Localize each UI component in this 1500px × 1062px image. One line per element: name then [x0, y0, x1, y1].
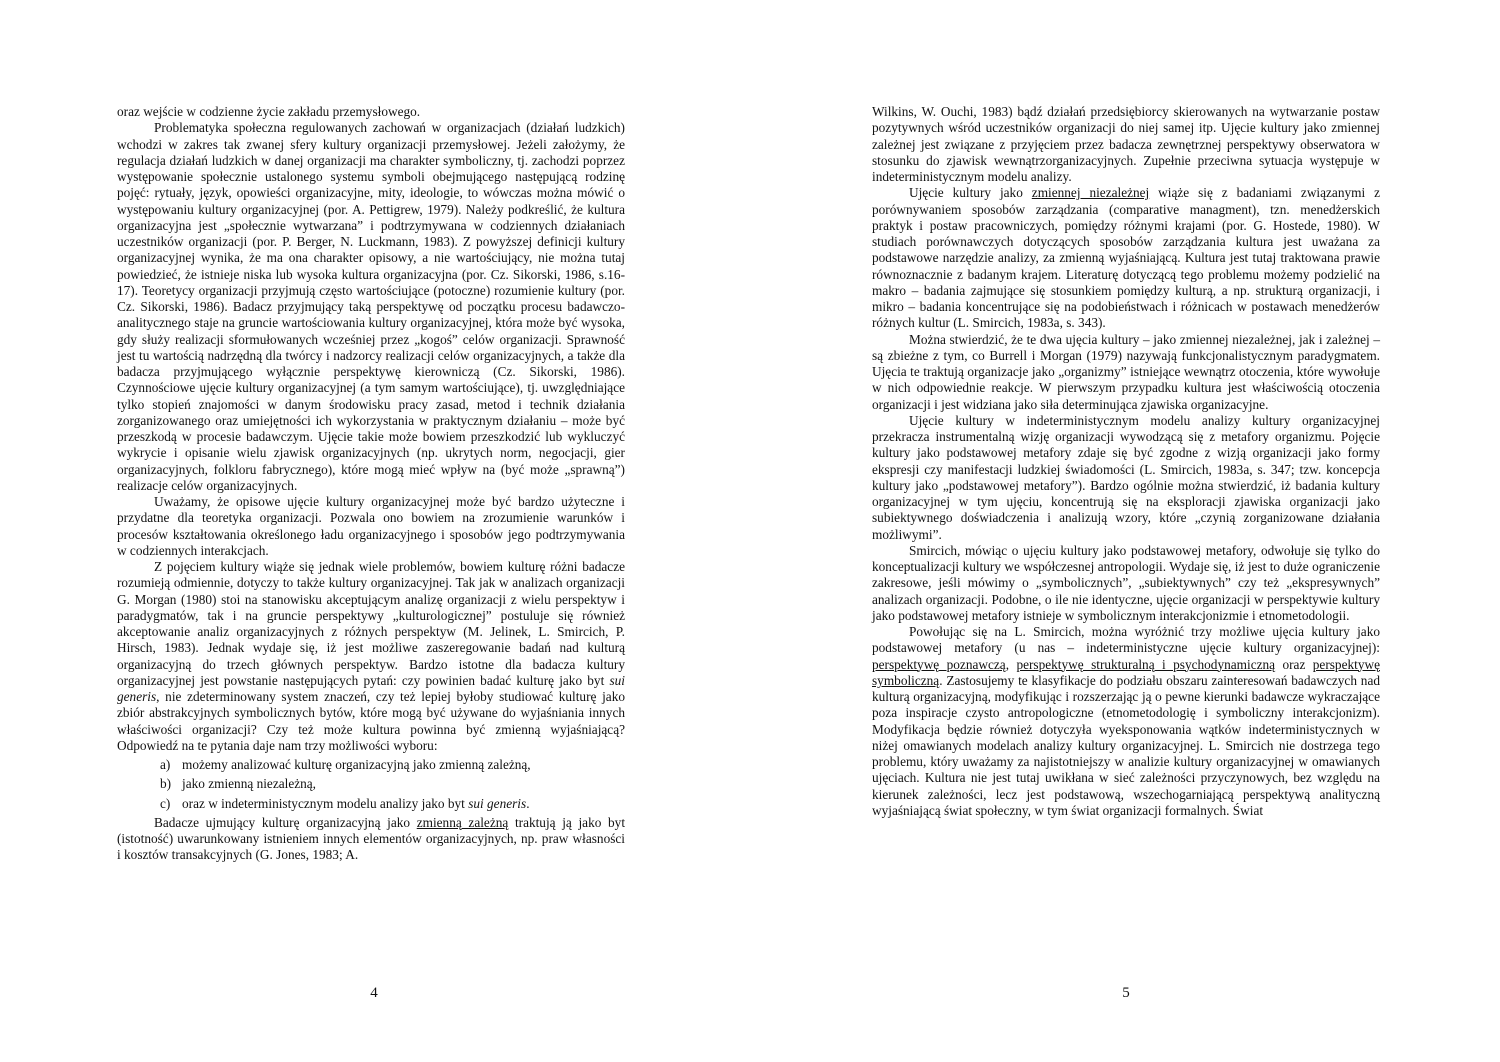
list-item	[117, 796, 625, 812]
text-run: . Zastosujemy te klasyfikacje do podziału obszaru zainteresowań badawczych nad kulturą organizacyjną, modyfikując i rozszerzając ją o pewne kierunki badawcze wykraczające poza inspiracje czysto antropologiczne (etnometodologię i symboliczny interakcjonizm). Modyfikacja będzie również dotyczyła wyeksponowania wątków indeterministycznych w niżej omawianych modelach analizy kultury organizacyjnej. L. Smircich nie dostrzega tego problemu, który uważamy za najistotniejszy w analizie kultury organizacyjnej w omawianych ujęciach. Kultura nie jest tutaj uwikłana w sieć zależności przyczynowych, bez względu na kierunek zależności, lecz jest podstawową, wszechogarniającą perspektywą analityczną wyjaśniającą świat społeczny, w tym świat organizacji formalnych. Świat	[872, 672, 1380, 818]
left-page	[117, 104, 625, 1004]
underlined-term: perspektywę symboliczną	[872, 656, 1380, 688]
paragraph: Można stwierdzić, że te dwa ujęcia kultury – jako zmiennej niezależnej, jak i zależnej – są zbieżne z tym, co Burrell i Morgan (1979) nazywają funkcjonalistycznym paradygmatem. Ujęcia te traktują organizacje jako „organizmy” istniejące wewnątrz otoczenia, które wywołuje w nich odpowiednie reakcje. W pierwszym przypadku kultura jest właściwością otoczenia organizacji i jest widziana jako siła determinująca zjawiska organizacyjne.	[872, 331, 1380, 412]
text-run: Badacze ujmujący kulturę organizacyjną jako	[154, 814, 411, 830]
text-run: ,	[1005, 656, 1010, 672]
list-text: oraz w indeterministycznym modelu analizy jako byt	[182, 795, 465, 811]
underlined-term: perspektywę poznawczą	[872, 656, 1006, 672]
text-run: traktują ją jako byt (istotność) uwarunkowany istnieniem innych elementów organizacyjnych, np. praw własności i kosztów transakcyjnych (G. Jones, 1983; A.	[117, 814, 626, 863]
text-run: Powołując się na L. Smircich, można wyróżnić trzy możliwe ujęcia kultury jako podstawowej metafory (u nas – indeterministyczne ujęcie kultury organizacyjnej):	[872, 624, 1380, 656]
italic-term: sui generis	[468, 795, 527, 811]
underlined-term: perspektywę strukturalną i psychodynamiczną	[1016, 656, 1276, 672]
choice-list	[117, 757, 625, 812]
italic-term: sui generis	[117, 672, 625, 704]
paragraph: oraz wejście w codzienne życie zakładu przemysłowego.	[117, 104, 421, 119]
list-item	[117, 757, 625, 773]
right-page	[872, 104, 1380, 1004]
text-run: wiąże się z badaniami związanymi z porównywaniem sposobów zarządzania (comparative managment), tzn. menedżerskich praktyk i postaw pracowniczych, pomiędzy różnymi krajami (por. G. Hostede, 1980). W studiach porównawczych dotyczących sposobów zarządzania kultura jest uważana za podstawowe narzędzie analizy, za zmienną wyjaśniającą. Kultura jest tutaj traktowana prawie równoznacznie z badanym krajem. Literaturę dotyczącą tego problemu możemy podzielić na makro – badania zajmujące się stosunkiem pomiędzy kulturą, a np. strukturą organizacji, i mikro – badania koncentrujące się na podobieństwach i różnicach w postawach menedżerów różnych kultur (L. Smircich, 1983a, s. 343).	[872, 185, 1380, 331]
paragraph	[117, 815, 625, 864]
text-run: , nie zdeterminowany system znaczeń, czy też lepiej byłoby studiować kulturę jako zbiór abstrakcyjnych symbolicznych bytów, które mogą być używane do wyjaśniania innych właściwości organizacji? Czy też może kultura powinna być zmienną wyjaśniającą? Odpowiedź na te pytania daje nam trzy możliwości wyboru:	[117, 689, 625, 753]
text-run: .	[526, 795, 530, 811]
page-number: 5	[1122, 985, 1130, 1001]
paragraph	[872, 185, 1380, 331]
paragraph	[872, 624, 1380, 819]
paragraph: Ujęcie kultury w indeterministycznym modelu analizy kultury organizacyjnej przekracza instrumentalną wizję organizacji wywodzącą się z metafory organizmu. Pojęcie kultury jako podstawowej metafory zdaje się być zgodne z wizją organizacji jako formy ekspresji czy manifestacji ludzkiej świadomości (L. Smircich, 1983a, s. 347; tzw. koncepcja kultury jako „podstawowej metafory”). Bardzo ogólnie można stwierdzić, iż badania kultury organizacyjnej w tym ujęciu, koncentrują się na eksploracji zjawiska organizacji jako subiektywnego doświadczenia i analizują wzory, które „czynią zorganizowane działania możliwymi”.	[872, 412, 1380, 542]
list-text: możemy analizować kulturę organizacyjną jako zmienną zależną,	[182, 757, 531, 772]
list-text: jako zmienną niezależną,	[182, 776, 317, 792]
underlined-term: zmiennej niezależnej	[1031, 185, 1150, 201]
text-run: Z pojęciem kultury wiąże się jednak wiele problemów, bowiem kulturę różni badacze rozumieją odmiennie, dotyczy to także kultury organizacyjnej. Tak jak w analizach organizacji G. Morgan (1980) stoi na stanowisku akceptującym analizę organizacji z wielu perspektyw i paradygmatów, tak i na gruncie perspektywy „kulturologicznej” postuluje się również akceptowanie analiz organizacyjnych z różnych perspektyw (M. Jelinek, L. Smircich, P. Hirsch, 1983). Jednak wydaje się, iż jest możliwe zaszeregowanie badań nad kulturą organizacyjną do trzech głównych perspektyw. Bardzo istotne dla badacza kultury organizacyjnej jest powstanie następujących pytań: czy powinien badać kulturę jako byt	[117, 559, 625, 688]
page-number: 4	[370, 985, 378, 1001]
underlined-term: zmienną zależną	[416, 814, 509, 830]
list-marker: c)	[160, 795, 171, 811]
paragraph: Problematyka społeczna regulowanych zachowań w organizacjach (działań ludzkich) wchodzi w zakres tak zwanej sfery kultury organizacji przemysłowej. Jeżeli założymy, że regulacja działań ludzkich w danej organizacji ma charakter symboliczny, tj. zachodzi poprzez występowanie społecznie ustalonego systemu symboli obejmującego następującą rodzinę pojęć: rytuały, język, opowieści organizacyjne, mity, ideologie, to wówczas można mówić o występowaniu kultury organizacyjnej (por. A. Pettigrew, 1979). Należy podkreślić, że kultura organizacyjna jest „społecznie wytwarzana” i podtrzymywana w codziennych działaniach uczestników organizacji (por. P. Berger, N. Luckmann, 1983). Z powyższej definicji kultury organizacyjnej wynika, że ma ona charakter opisowy, a nie wartościujący, nie można tutaj powiedzieć, że istnieje niska lub wysoka kultura organizacyjna (por. Cz. Sikorski, 1986, s.16-17). Teoretycy organizacji przyjmują często wartościujące (potoczne) rozumienie kultury (por. Cz. Sikorski, 1986). Badacz przyjmujący taką perspektywę od początku procesu badawczo-analitycznego staje na gruncie wartościowania kultury organizacyjnej, która może być wysoka, gdy służy realizacji sformułowanych wcześniej przez „kogoś” celów organizacji. Sprawność jest tu wartością nadrzędną dla twórcy i nadzorcy realizacji celów organizacyjnych, a także dla badacza przyjmującego wyłącznie perspektywę kierowniczą (Cz. Sikorski, 1986). Czynnościowe ujęcie kultury organizacyjnej (a tym samym wartościujące), tj. uwzględniające tylko stopień znajomości w danym środowisku pracy zasad, metod i technik działania zorganizowanego oraz umiejętności ich wykorzystania w praktycznym działaniu – może być przeszkodą w procesie badawczym. Ujęcie takie może bowiem przeszkodzić lub wykluczyć wykrycie i opisanie wielu zjawisk organizacyjnych (np. ukrytych norm, negocjacji, gier organizacyjnych, folkloru fabrycznego), które mogą mieć wpływ na (być może „sprawną”) realizacje celów organizacyjnych.	[117, 120, 625, 493]
list-marker: a)	[160, 757, 171, 772]
paragraph	[117, 559, 625, 754]
list-item	[117, 776, 625, 792]
text-run: Ujęcie kultury jako	[909, 185, 1023, 201]
paragraph: Smircich, mówiąc o ujęciu kultury jako podstawowej metafory, odwołuje się tylko do konceptualizacji kultury we współczesnej antropologii. Wydaje się, iż jest to duże ograniczenie zakresowe, jeśli mówimy o „symbolicznych”, „subiektywnych” czy też „ekspresywnych” analizach organizacji. Podobne, o ile nie identyczne, ujęcie organizacji w perspektywie kultury jako podstawowej metafory istnieje w symbolicznym interakcjonizmie i etnometodologii.	[872, 542, 1380, 623]
text-run: oraz	[1275, 656, 1313, 672]
list-marker: b)	[160, 776, 172, 792]
right-page-text	[872, 104, 1380, 819]
paragraph: Uważamy, że opisowe ujęcie kultury organizacyjnej może być bardzo użyteczne i przydatne dla teoretyka organizacji. Pozwala ono bowiem na zrozumienie warunków i procesów kształtowania określonego ładu organizacyjnego i sposobów jego podtrzymywania w codziennych interakcjach.	[117, 494, 625, 558]
left-page-text	[117, 104, 625, 864]
paragraph: Wilkins, W. Ouchi, 1983) bądź działań przedsiębiorcy skierowanych na wytwarzanie postaw pozytywnych wśród uczestników organizacji do niej samej itp. Ujęcie kultury jako zmiennej zależnej jest związane z przyjęciem przez badacza zewnętrznej perspektywy obserwatora w stosunku do zjawisk wewnątrzorganizacyjnych. Zupełnie przeciwna sytuacja występuje w indeterministycznym modelu analizy.	[872, 104, 1380, 184]
